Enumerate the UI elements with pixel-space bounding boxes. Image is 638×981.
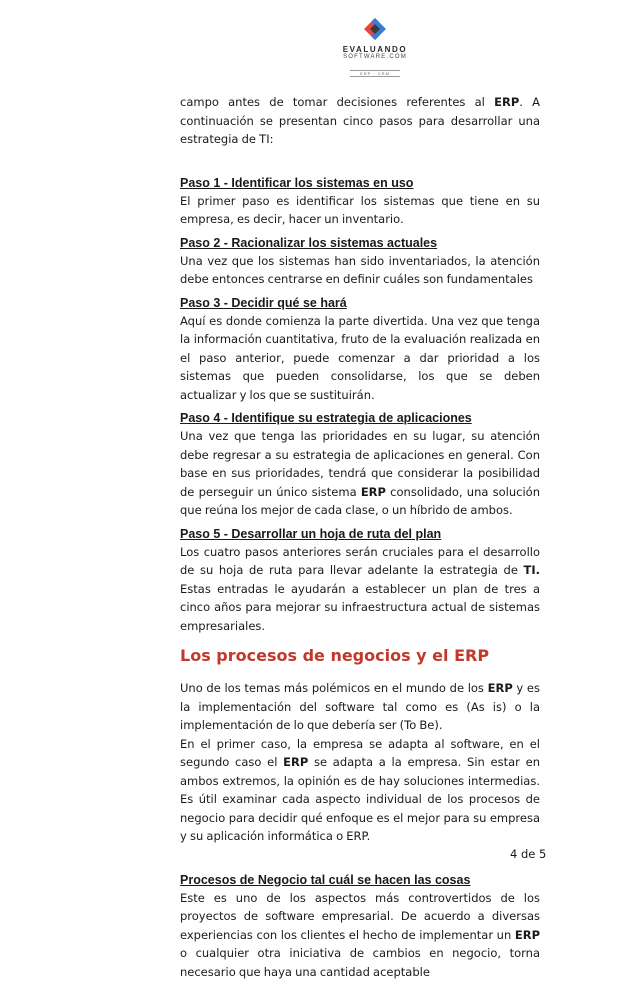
subsection-body	[180, 889, 540, 981]
step-3-title: Paso 3 - Decidir qué se hará	[180, 294, 540, 312]
step-4-text: Una vez que tenga las prioridades en su lugar, su atención debe regresar a su estrategia de aplicaciones en general. Con base en sus prioridades, tendrá que considerar la posibilidad de perseguir un único sistema	[180, 429, 540, 499]
section-p2-text: En el primer caso, la empresa se adapta al software, en el segundo caso el	[180, 737, 540, 770]
section-paragraph-2	[180, 735, 540, 846]
step-4-text-cont: consolidado, una solución que reúna los mejor de cada clase, o un híbrido de ambos.	[180, 485, 540, 518]
erp-term: ERP	[515, 928, 540, 942]
section-paragraph-1	[180, 679, 540, 735]
step-2-body: Una vez que los sistemas han sido inventariados, la atención debe entonces centrarse en definir cuáles son fundamentales	[180, 252, 540, 289]
section-title: Los procesos de negocios y el ERP	[180, 645, 540, 667]
logo-diamonds-icon	[352, 14, 398, 44]
step-1-title: Paso 1 - Identificar los sistemas en uso	[180, 174, 540, 192]
step-5-text-cont: Estas entradas le ayudarán a establecer un plan de tres a cinco años para mejorar su infraestructura actual de sistemas empresariales.	[180, 582, 540, 633]
subsection-title: Procesos de Negocio tal cuál se hacen las cosas	[180, 871, 540, 889]
erp-term: ERP	[494, 95, 519, 109]
intro-paragraph	[180, 93, 540, 149]
step-5-text: Los cuatro pasos anteriores serán cruciales para el desarrollo de su hoja de ruta para llevar adelante la estrategia de	[180, 545, 540, 578]
logo-name: EVALUANDO	[320, 45, 430, 54]
document-body	[180, 93, 540, 981]
intro-text: campo antes de tomar decisiones referentes al	[180, 95, 494, 109]
intro-text-cont: . A continuación se presentan cinco pasos para desarrollar una estrategia de TI:	[180, 95, 540, 146]
step-1-body: El primer paso es identificar los sistemas que tiene en su empresa, es decir, hacer un inventario.	[180, 192, 540, 229]
step-4-title: Paso 4 - Identifique su estrategia de aplicaciones	[180, 409, 540, 427]
section-p1-text-cont: y es la implementación del software tal como es (As is) o la implementación de lo que debería ser (To Be).	[180, 681, 540, 732]
step-3-body: Aquí es donde comienza la parte divertida. Una vez que tenga la información cuantitativa, fruto de la evaluación realizada en el paso anterior, puede comenzar a dar prioridad a los sistemas que pueden consolidarse, los que se deben actualizar y los que se sustituirán.	[180, 312, 540, 405]
subsection-text-cont: o cualquier otra iniciativa de cambios en negocio, torna necesario que haya una cantidad aceptable	[180, 946, 540, 979]
section-p1-text: Uno de los temas más polémicos en el mundo de los	[180, 681, 488, 695]
step-5-body	[180, 543, 540, 636]
ti-term: TI.	[524, 563, 541, 577]
evaluando-software-logo	[320, 14, 430, 79]
erp-term: ERP	[283, 755, 308, 769]
step-2-title: Paso 2 - Racionalizar los sistemas actuales	[180, 234, 540, 252]
subsection-text: Este es uno de los aspectos más controvertidos de los proyectos de software empresarial. De acuerdo a diversas experiencias con los clientes el hecho de implementar un	[180, 891, 540, 942]
logo-domain: SOFTWARE.COM	[320, 54, 430, 60]
step-4-body	[180, 427, 540, 520]
erp-term: ERP	[361, 485, 386, 499]
section-p2-text-cont: se adapta a la empresa. Sin estar en ambos extremos, la opinión es de hay soluciones intermedias. Es útil examinar cada aspecto individual de los procesos de negocio para decidir qué enfoque es el mejor para su empresa y su aplicación informática o ERP.	[180, 755, 540, 843]
erp-term: ERP	[488, 681, 513, 695]
page-number: 4 de 5	[510, 847, 546, 861]
logo-tagline: ERP · CRM	[350, 70, 400, 77]
step-5-title: Paso 5 - Desarrollar un hoja de ruta del plan	[180, 525, 540, 543]
